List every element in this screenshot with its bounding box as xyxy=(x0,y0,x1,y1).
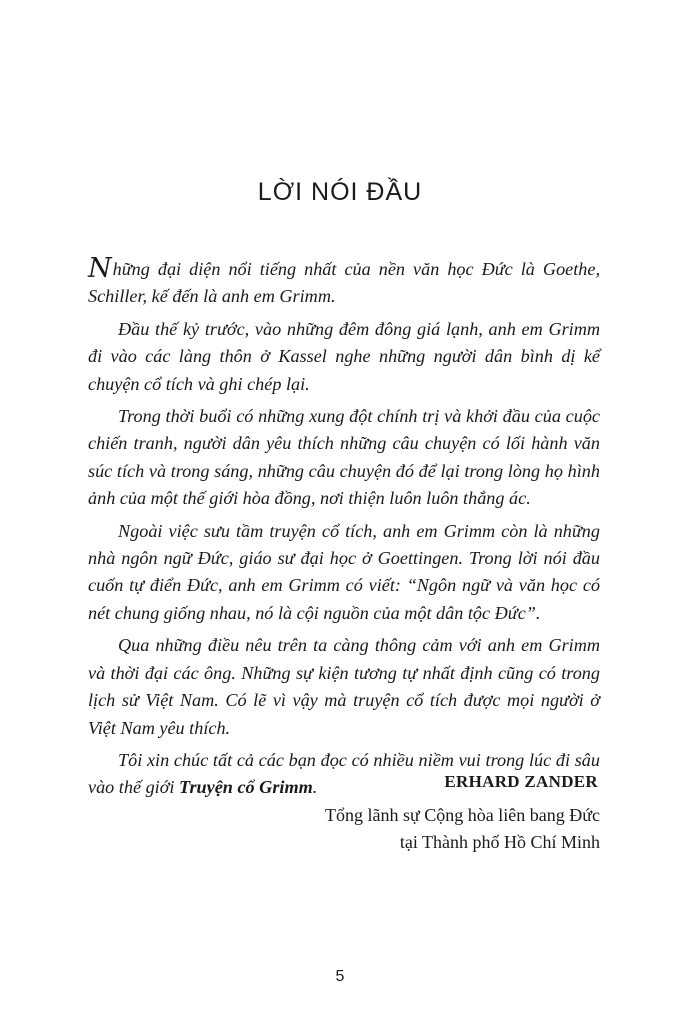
paragraph-1-text: hững đại diện nổi tiếng nhất của nền văn học Đức là Goethe, Schiller, kế đến là anh em Grimm. xyxy=(88,259,600,307)
signature-role xyxy=(325,802,600,856)
paragraph-5: Qua những điều nêu trên ta càng thông cảm với anh em Grimm và thời đại các ông. Những sự kiện tương tự nhất định cũng có trong lịch sử Việt Nam. Có lẽ vì vậy mà truyện cổ tích được mọi người ở Việt Nam yêu thích. xyxy=(88,635,600,738)
paragraph-3: Trong thời buổi có những xung đột chính trị và khởi đầu của cuộc chiến tranh, người dân yêu thích những câu chuyện có lối hành văn súc tích và trong sáng, những câu chuyện đó để lại trong lòng họ hình ảnh của một thế giới hòa đồng, nơi thiện luôn luôn thắng ác. xyxy=(88,406,600,509)
paragraph-6-end: . xyxy=(312,777,318,798)
page-title: LỜI NÓI ĐẦU xyxy=(257,178,423,206)
signature-role-line-2: tại Thành phố Hồ Chí Minh xyxy=(399,832,600,852)
paragraph-4: Ngoài việc sưu tầm truyện cổ tích, anh em Grimm còn là những nhà ngôn ngữ Đức, giáo sư đại học ở Goettingen. Trong lời nói đầu cuốn tự điển Đức, anh em Grimm có viết: “Ngôn ngữ và văn học có nét chung giống nhau, nó là cội nguồn của một dân tộc Đức”. xyxy=(88,520,600,623)
signature-name: ERHARD ZANDER xyxy=(444,772,598,791)
page-number: 5 xyxy=(335,968,345,985)
paragraph-2: Đầu thế kỷ trước, vào những đêm đông giá lạnh, anh em Grimm đi vào các làng thôn ở Kassel nghe những người dân bình dị kể chuyện cổ tích và ghi chép lại. xyxy=(88,318,600,394)
paragraph-6-text: Tôi xin chúc tất cả các bạn đọc có nhiều niềm vui trong lúc đi sâu vào thế giới xyxy=(88,749,600,798)
signature-role-line-1: Tổng lãnh sự Cộng hòa liên bang Đức xyxy=(325,805,600,825)
drop-cap: N xyxy=(88,253,112,284)
book-title: Truyện cổ Grimm xyxy=(179,777,313,798)
preface-body xyxy=(88,253,600,807)
paragraph-1 xyxy=(88,253,600,311)
